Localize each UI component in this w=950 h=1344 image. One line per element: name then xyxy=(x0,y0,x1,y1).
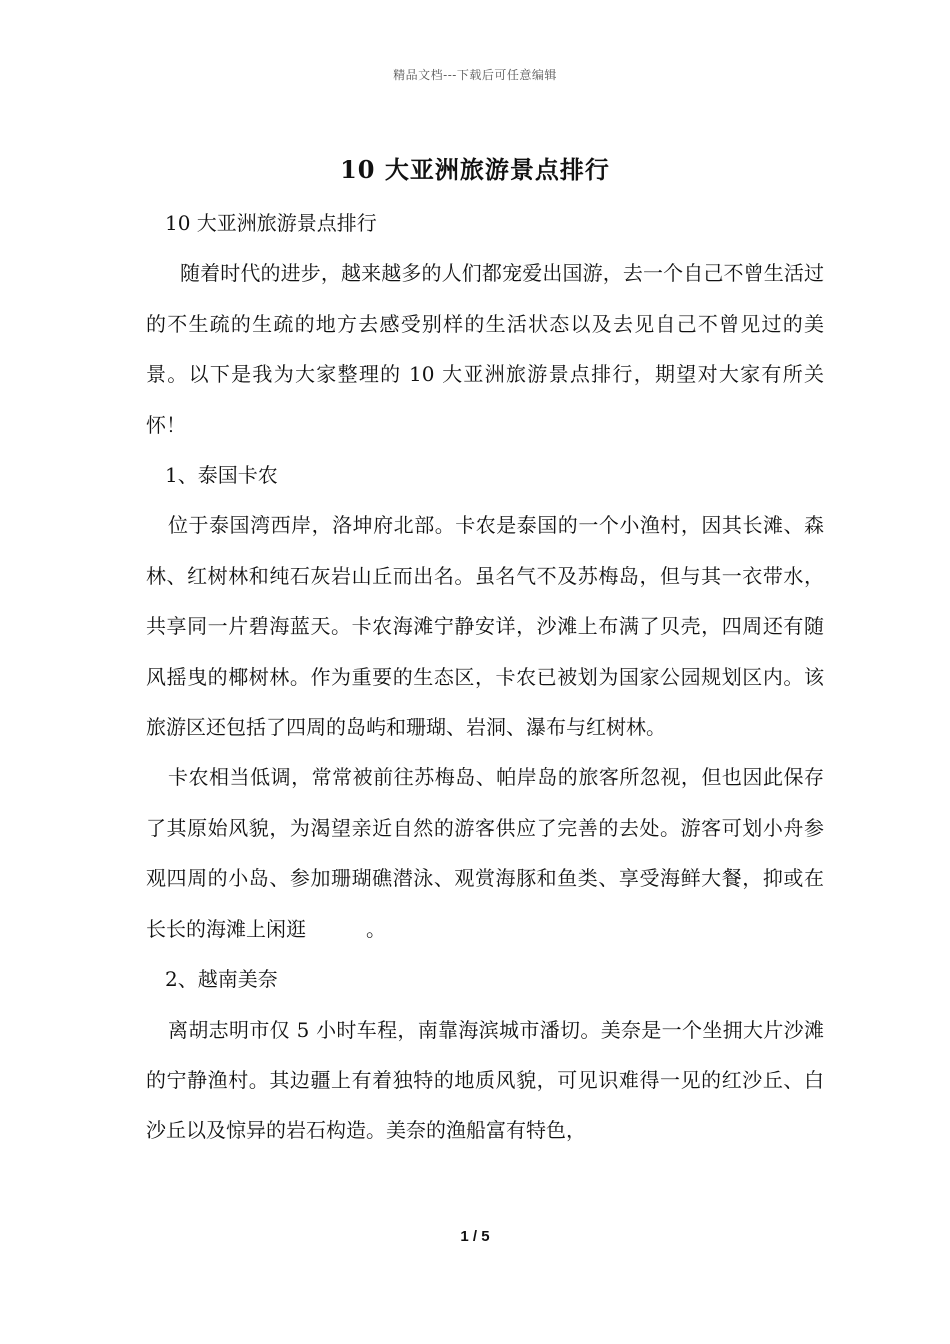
section-paragraph xyxy=(146,752,824,954)
intro-paragraph: 随着时代的进步，越来越多的人们都宠爱出国游，去一个自己不曾生活过的不生疏的生疏的地方去感受别样的生活状态以及去见自己不曾见过的美景。以下是我为大家整理的 10 大亚洲旅游景点排行，期望对大家有所关怀！ xyxy=(146,261,824,437)
page-separator: / xyxy=(468,1228,482,1245)
paragraph-text: 卡农相当低调，常常被前往苏梅岛、帕岸岛的旅客所忽视，但也因此保存了其原始风貌，为渴望亲近自然的游客供应了完善的去处。游客可划小舟参观四周的小岛、参加珊瑚礁潜泳、观赏海豚和鱼类、享受海鲜大餐，抑或在长长的海滩上闲逛 xyxy=(146,765,824,941)
page-total: 5 xyxy=(481,1228,490,1245)
paragraph-end: 。 xyxy=(366,916,386,941)
page-header: 精品文档---下载后可任意编辑 xyxy=(393,68,557,82)
page-number xyxy=(0,1228,950,1245)
document-body xyxy=(146,198,824,1156)
document-subtitle: 10 大亚洲旅游景点排行 xyxy=(165,211,377,235)
document-title: 10 大亚洲旅游景点排行 xyxy=(340,155,610,184)
section-heading: 1、泰国卡农 xyxy=(165,463,278,488)
page-current: 1 xyxy=(460,1228,469,1245)
section-paragraph: 离胡志明市仅 5 小时车程，南靠海滨城市潘切。美奈是一个坐拥大片沙滩的宁静渔村。其边疆上有着独特的地质风貌，可见识难得一见的红沙丘、白沙丘以及惊异的岩石构造。美奈的渔船富有特色， xyxy=(146,1017,824,1143)
section-heading: 2、越南美奈 xyxy=(165,967,278,992)
section-paragraph: 位于泰国湾西岸，洛坤府北部。卡农是泰国的一个小渔村，因其长滩、森林、红树林和纯石灰岩山丘而出名。虽名气不及苏梅岛，但与其一衣带水，共享同一片碧海蓝天。卡农海滩宁静安详，沙滩上布满了贝壳，四周还有随风摇曳的椰树林。作为重要的生态区，卡农已被划为国家公园规划区内。该旅游区还包括了四周的岛屿和珊瑚、岩洞、瀑布与红树林。 xyxy=(146,513,824,740)
